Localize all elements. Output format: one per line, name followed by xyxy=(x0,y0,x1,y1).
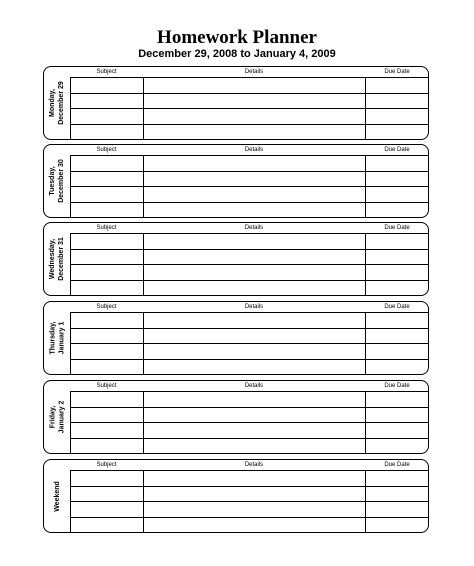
subject-column-header: Subject xyxy=(96,147,117,153)
table-row[interactable] xyxy=(70,233,428,234)
table-row[interactable] xyxy=(70,438,428,439)
subject-column-header: Subject xyxy=(96,69,117,75)
table-row[interactable] xyxy=(70,93,428,94)
details-column-header: Details xyxy=(244,225,264,231)
day-block xyxy=(43,380,429,454)
subject-column-header: Subject xyxy=(96,462,117,468)
table-row[interactable] xyxy=(70,171,428,172)
table-row[interactable] xyxy=(70,280,428,281)
table-row[interactable] xyxy=(70,155,428,156)
day-block xyxy=(43,459,429,533)
day-name: Monday, xyxy=(49,89,56,117)
day-label xyxy=(44,460,70,532)
day-block xyxy=(43,222,429,296)
day-block xyxy=(43,144,429,218)
day-name: Weekend xyxy=(53,480,61,512)
day-name: Wednesday, xyxy=(49,238,56,280)
homework-table xyxy=(70,145,428,217)
due-date-column-header: Due Date xyxy=(384,69,410,75)
table-row[interactable] xyxy=(70,391,428,392)
due-date-column-header: Due Date xyxy=(384,225,410,231)
homework-table xyxy=(70,381,428,453)
day-date: January 2 xyxy=(58,400,65,434)
table-row[interactable] xyxy=(70,501,428,502)
table-row[interactable] xyxy=(70,422,428,423)
table-row[interactable] xyxy=(70,517,428,518)
table-row[interactable] xyxy=(70,328,428,329)
day-label xyxy=(44,302,70,374)
table-row[interactable] xyxy=(70,486,428,487)
day-name: Tuesday, xyxy=(49,166,56,196)
date-range: December 29, 2008 to January 4, 2009 xyxy=(138,48,336,60)
details-column-header: Details xyxy=(244,383,264,389)
details-column-header: Details xyxy=(244,462,264,468)
due-date-column-header: Due Date xyxy=(384,462,410,468)
day-name: Friday, xyxy=(49,405,56,429)
homework-table xyxy=(70,302,428,374)
homework-table xyxy=(70,223,428,295)
table-row[interactable] xyxy=(70,77,428,78)
table-row[interactable] xyxy=(70,343,428,344)
table-row[interactable] xyxy=(70,359,428,360)
table-row[interactable] xyxy=(70,186,428,187)
subject-column-header: Subject xyxy=(96,383,117,389)
day-label xyxy=(44,223,70,295)
page-title: Homework Planner xyxy=(157,27,317,48)
day-block xyxy=(43,301,429,375)
day-date: January 1 xyxy=(58,321,65,355)
table-row[interactable] xyxy=(70,312,428,313)
day-label xyxy=(44,145,70,217)
subject-column-header: Subject xyxy=(96,225,117,231)
table-row[interactable] xyxy=(70,124,428,125)
details-column-header: Details xyxy=(244,147,264,153)
table-row[interactable] xyxy=(70,249,428,250)
details-column-header: Details xyxy=(244,304,264,310)
details-column-header: Details xyxy=(244,69,264,75)
day-block xyxy=(43,66,429,140)
due-date-column-header: Due Date xyxy=(384,304,410,310)
day-label xyxy=(44,67,70,139)
day-date: December 29 xyxy=(58,81,65,125)
table-row[interactable] xyxy=(70,264,428,265)
homework-table xyxy=(70,460,428,532)
homework-table xyxy=(70,67,428,139)
subject-column-header: Subject xyxy=(96,304,117,310)
table-row[interactable] xyxy=(70,470,428,471)
due-date-column-header: Due Date xyxy=(384,383,410,389)
table-row[interactable] xyxy=(70,108,428,109)
table-row[interactable] xyxy=(70,407,428,408)
day-name: Thursday, xyxy=(49,321,56,355)
table-row[interactable] xyxy=(70,202,428,203)
day-label xyxy=(44,381,70,453)
due-date-column-header: Due Date xyxy=(384,147,410,153)
day-date: December 30 xyxy=(58,159,65,203)
day-date: December 31 xyxy=(58,237,65,281)
